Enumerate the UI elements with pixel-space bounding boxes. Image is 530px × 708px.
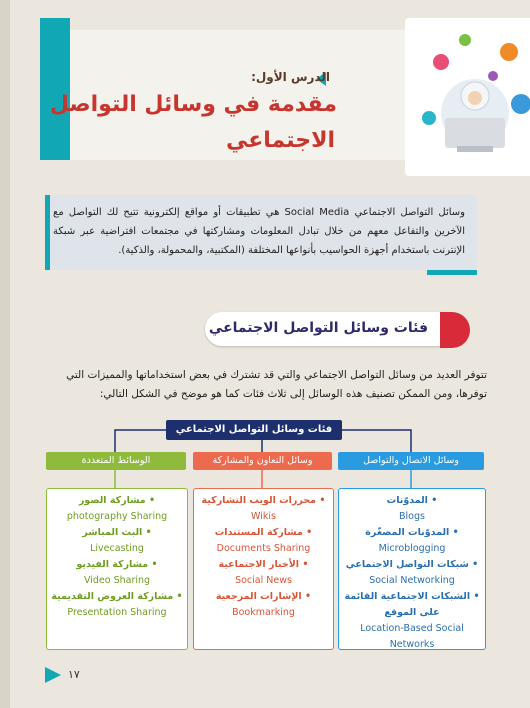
list-item-en: Bookmarking (232, 607, 295, 618)
list-item-en: Blogs (399, 511, 425, 522)
list-item-ar: • مشاركة الصور (78, 495, 156, 506)
body-paragraph: تتوفر العديد من وسائل التواصل الاجتماعي والتي قد تشترك في بعض استخداماتها والمميزات التي توفرها، ومن الممكن تصنيف هذه الوسائل إلى ثلاث فئات كما هو موضح في الشكل التالي: (66, 369, 487, 400)
list-item-ar: • مشاركة العروض التقديمية (51, 591, 183, 602)
list-item-en: Presentation Sharing (67, 607, 167, 618)
list-item-en: Microblogging (378, 543, 446, 554)
diagram-root: فئات وسائل التواصل الاجتماعي (166, 420, 342, 440)
list-item-ar: • محررات الويب التشاركية (201, 495, 326, 506)
card-multimedia (46, 488, 188, 650)
lesson-title-line1: مقدمة في وسائل التواصل (49, 92, 337, 117)
list-item-ar: • شبكات التواصل الاجتماعي (345, 559, 479, 570)
list-item-en: Wikis (251, 511, 276, 522)
card-collaboration (193, 488, 334, 650)
lesson-title-line2: الاجتماعي (225, 128, 335, 153)
list-item-ar: • مشاركة الفيديو (76, 559, 158, 570)
list-item-ar: • مشاركة المستندات (214, 527, 313, 538)
list-item-ar: • الأخبار الاجتماعية (218, 559, 309, 570)
category-collaboration: وسائل التعاون والمشاركة (193, 452, 332, 470)
page-number: ١٧ (68, 668, 80, 681)
list-item-en: Video Sharing (83, 575, 151, 586)
intro-text: وسائل التواصل الاجتماعي Social Media هي تطبيقات أو مواقع إلكترونية تتيح لك التواصل مع الآخرين والتفاعل معهم من خلال تبادل المعلومات ومشاركتها في مجتمعات افتراضية عبر شبكة الإنترنت باستخدام أجهزة الحواسيب بأنواعها المختلفة (المكتبية، والمحمولة، والذكية). (53, 207, 465, 256)
list-item-ar: • المدوّنات المصغّرة (365, 527, 459, 538)
list-item-en: Social News (235, 575, 292, 586)
list-item-ar: • الشبكات الاجتماعية القائمة على الموقع (344, 591, 480, 618)
list-item-ar: • الإشارات المرجعية (215, 591, 312, 602)
list-item-ar: • البث المباشر (82, 527, 152, 538)
category-multimedia: الوسائط المتعددة (46, 452, 186, 470)
category-communication: وسائل الاتصال والتواصل (338, 452, 484, 470)
list-item-en: Livecasting (90, 543, 144, 554)
list-item-en: Social Networking (369, 575, 455, 586)
list-item-en: Location-Based Social Networks (360, 623, 464, 650)
list-item-en: photography Sharing (66, 511, 168, 522)
lesson-label: الدرس الأول: (251, 70, 330, 84)
card-communication (338, 488, 486, 650)
list-item-en: Documents Sharing (216, 543, 311, 554)
list-item-ar: • المدوّنات (386, 495, 438, 506)
page-arrow-icon (43, 666, 63, 684)
section-title: فئات وسائل التواصل الاجتماعي (208, 320, 428, 336)
